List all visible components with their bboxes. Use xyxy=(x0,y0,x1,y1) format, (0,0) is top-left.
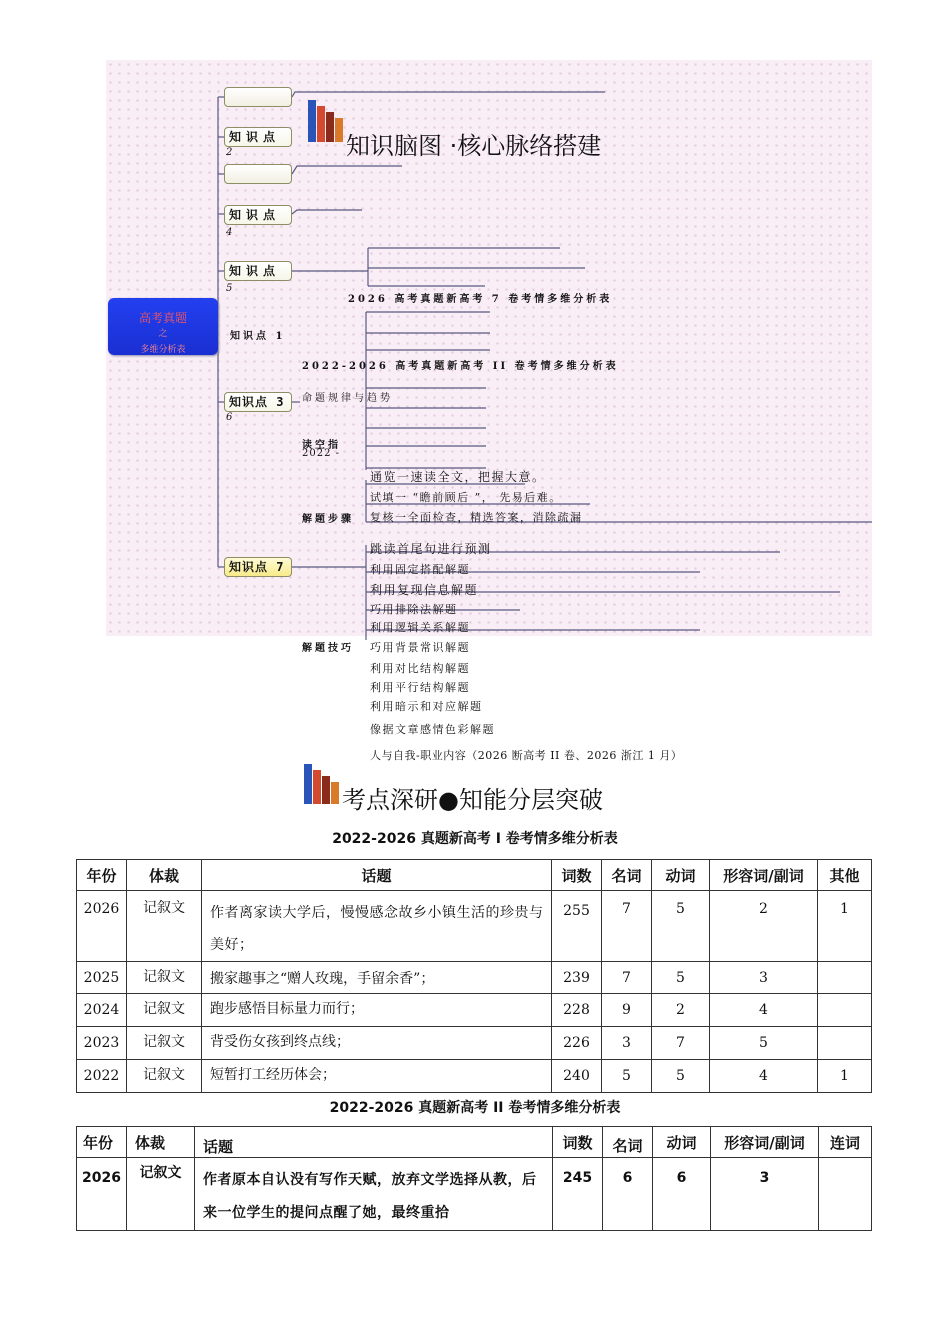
year-cell: 2023 xyxy=(77,1027,127,1060)
node-label: 知识点 3 xyxy=(229,395,285,409)
adj-cell: 4 xyxy=(710,994,818,1027)
books-logo-icon xyxy=(306,98,346,144)
knowledge-node-4 xyxy=(224,205,292,225)
books-logo-icon xyxy=(302,762,342,806)
header-cell: 形容词/副词 xyxy=(710,860,818,891)
year-cell: 2024 xyxy=(77,994,127,1027)
adj-cell: 4 xyxy=(710,1060,818,1093)
node-label: 知识点 7 xyxy=(229,560,285,574)
skill-item: 利用固定搭配解题 xyxy=(370,563,470,576)
root-line1: 高考真题 xyxy=(138,311,187,325)
node-label: 知识点 xyxy=(229,208,281,222)
table-row xyxy=(77,891,872,962)
words-cell: 226 xyxy=(552,1027,602,1060)
header-cell: 形容词/副词 xyxy=(711,1127,819,1158)
words-cell: 240 xyxy=(552,1060,602,1093)
words-cell: 255 xyxy=(552,891,602,962)
step-item: 通览一速读全文，把握大意。 xyxy=(370,470,546,484)
header-cell: 体裁 xyxy=(127,860,202,891)
topic-cell: 作者离家读大学后，慢慢感念故乡小镇生活的珍贵与美好； xyxy=(202,891,552,962)
topic-cell: 背受伤女孩到终点线； xyxy=(202,1027,552,1060)
table2-header-row xyxy=(77,1127,872,1158)
adj-cell: 3 xyxy=(711,1158,819,1231)
year-cell: 2022 xyxy=(77,1060,127,1093)
noun-cell: 5 xyxy=(602,1060,652,1093)
topic-cell: 短暂打工经历体会； xyxy=(202,1060,552,1093)
verb-cell: 7 xyxy=(652,1027,710,1060)
adj-cell: 3 xyxy=(710,962,818,994)
header-cell: 年份 xyxy=(77,860,127,891)
other-cell: 1 xyxy=(818,1060,872,1093)
genre-cell: 记叙文 xyxy=(127,1060,202,1093)
table1 xyxy=(76,859,872,1093)
noun-cell: 3 xyxy=(602,1027,652,1060)
header-cell: 动词 xyxy=(652,860,710,891)
step-item: 复核一全面检查，精选答案，消除疏漏 xyxy=(370,511,583,524)
node-number: 6 xyxy=(226,412,233,423)
cloze-label: 读空指 xyxy=(302,440,341,451)
table1-header-row xyxy=(77,860,872,891)
words-cell: 245 xyxy=(553,1158,603,1231)
skill-item: 利用对比结构解题 xyxy=(370,662,470,675)
verb-cell: 5 xyxy=(652,1060,710,1093)
node-label: 知识点 xyxy=(229,264,281,278)
header-cell: 名词 xyxy=(603,1127,653,1158)
year-cell: 2026 xyxy=(77,1158,127,1231)
adj-cell: 2 xyxy=(710,891,818,962)
genre-cell: 记叙文 xyxy=(127,1158,195,1231)
topic-cell: 作者原本自认没有写作天赋，放弃文学选择从教，后来一位学生的提问点醒了她，最终重拾 xyxy=(195,1158,553,1231)
header-cell: 连词 xyxy=(819,1127,872,1158)
knowledge-node-3 xyxy=(224,392,292,412)
table1-caption: 2022-2026 真题新高考 I 卷考情多维分析表 xyxy=(332,831,618,847)
noun-cell: 7 xyxy=(602,891,652,962)
noun-cell: 6 xyxy=(603,1158,653,1231)
knowledge-node-5 xyxy=(224,261,292,281)
mind-map-title: 知识脑图 ·核心脉络搭建 xyxy=(346,132,602,160)
node-number: 5 xyxy=(226,283,233,294)
year-cell: 2026 xyxy=(77,891,127,962)
genre-cell: 记叙文 xyxy=(127,994,202,1027)
node-number: 4 xyxy=(226,227,233,238)
skill-item: 跳读首尾句进行预测 xyxy=(370,542,492,556)
other-cell: 1 xyxy=(818,891,872,962)
header-cell: 年份 xyxy=(77,1127,127,1158)
table2-caption: 2022-2026 真题新高考 II 卷考情多维分析表 xyxy=(329,1100,621,1116)
skill-item: 像据文章感情色彩解题 xyxy=(370,723,495,736)
table-row xyxy=(77,962,872,994)
table-row xyxy=(77,1027,872,1060)
verb-cell: 6 xyxy=(653,1158,711,1231)
skill-item: 利用复现信息解题 xyxy=(370,583,479,597)
table-row xyxy=(77,1060,872,1093)
knowledge-node-7 xyxy=(224,557,292,577)
verb-cell: 5 xyxy=(652,891,710,962)
node-label: 知识点 xyxy=(229,130,281,144)
footnote: 人与自我-职业内容（2026 断高考 II 卷、2026 浙江 1 月） xyxy=(370,749,683,762)
noun-cell: 7 xyxy=(602,962,652,994)
skill-item: 利用逻辑关系解题 xyxy=(370,621,470,634)
skill-item: 巧用排除法解题 xyxy=(370,603,458,616)
other-cell xyxy=(818,1027,872,1060)
mind-map-root xyxy=(108,298,218,355)
header-cell: 动词 xyxy=(653,1127,711,1158)
knowledge-node-2 xyxy=(224,127,292,147)
genre-cell: 记叙文 xyxy=(127,1027,202,1060)
section-title: 考点深研●知能分层突破 xyxy=(342,786,603,814)
other-cell xyxy=(819,1158,872,1231)
topic-cell: 跑步感悟目标量力而行； xyxy=(202,994,552,1027)
steps-label: 解题步骤 xyxy=(302,514,354,525)
header-cell: 词数 xyxy=(553,1127,603,1158)
table-row xyxy=(77,1158,872,1231)
year-cell: 2025 xyxy=(77,962,127,994)
verb-cell: 2 xyxy=(652,994,710,1027)
header-cell: 话题 xyxy=(195,1127,553,1158)
skill-item: 利用平行结构解题 xyxy=(370,681,470,694)
header-cell: 词数 xyxy=(552,860,602,891)
skills-label: 解题技巧 xyxy=(302,643,354,654)
table2 xyxy=(76,1126,872,1231)
other-cell xyxy=(818,994,872,1027)
words-cell: 228 xyxy=(552,994,602,1027)
node-number: 2 xyxy=(226,147,233,158)
knowledge-node-1: 知识点 1 xyxy=(230,331,286,342)
cloze-year: 2022 - xyxy=(302,448,341,459)
step-item: 试填一 “瞻前顾后 ”， 先易后难。 xyxy=(370,491,562,504)
adj-cell: 5 xyxy=(710,1027,818,1060)
topic-cell: 搬家趣事之“赠人玫瑰，手留余香”； xyxy=(202,962,552,994)
noun-cell: 9 xyxy=(602,994,652,1027)
words-cell: 239 xyxy=(552,962,602,994)
table2-link: 2022-2026 高考真题新高考 II 卷考情多维分析表 xyxy=(302,361,619,372)
trend-label: 命题规律与趋势 xyxy=(302,393,393,404)
genre-cell: 记叙文 xyxy=(127,891,202,962)
header-cell: 体裁 xyxy=(127,1127,195,1158)
blank-node-2 xyxy=(224,164,292,184)
root-line2: 之 xyxy=(158,329,168,339)
table1-link: 2026 高考真题新高考 7 卷考情多维分析表 xyxy=(348,294,613,305)
skill-item: 利用暗示和对应解题 xyxy=(370,700,483,713)
header-cell: 话题 xyxy=(202,860,552,891)
other-cell xyxy=(818,962,872,994)
genre-cell: 记叙文 xyxy=(127,962,202,994)
blank-node-1 xyxy=(224,87,292,107)
verb-cell: 5 xyxy=(652,962,710,994)
root-line3: 多维分析表 xyxy=(140,345,186,355)
header-cell: 其他 xyxy=(818,860,872,891)
table-row xyxy=(77,994,872,1027)
skill-item: 巧用背景常识解题 xyxy=(370,641,470,654)
header-cell: 名词 xyxy=(602,860,652,891)
